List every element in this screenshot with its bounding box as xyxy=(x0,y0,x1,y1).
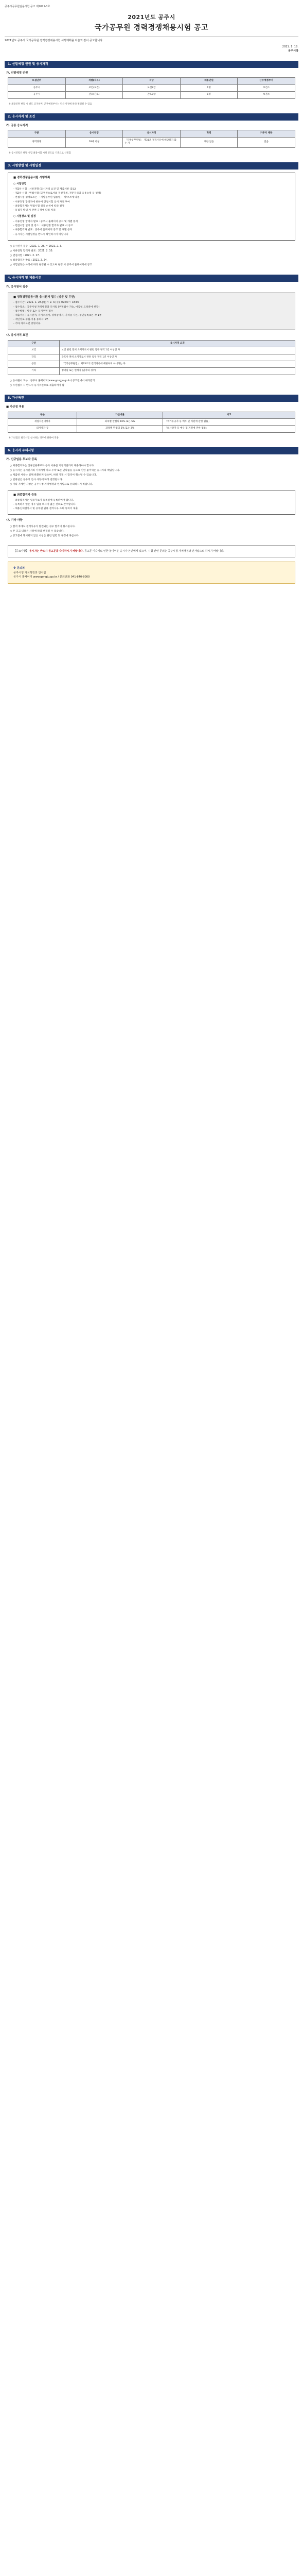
table-cell: 공통 xyxy=(8,361,60,368)
table-header: 비고 xyxy=(163,412,295,418)
section-heading: 3. 시험방법 및 시험일정 xyxy=(5,162,298,170)
list-item: - 제2차 시험 : 면접시험 (공무원으로서의 정신자세, 전문지식과 응용능력 등 평정) xyxy=(13,192,101,195)
table-row xyxy=(8,361,295,368)
subsection-heading: 가. 신규임용 후보자 등록 xyxy=(6,458,37,462)
table-header: 구분 xyxy=(8,130,66,137)
list-item: ○ 제출된 서류는 일체 반환하지 않으며, 허위 기재 시 합격이 취소될 수 있습니다. xyxy=(10,474,97,477)
table-row xyxy=(8,368,295,375)
table-cell: 간호8급 xyxy=(123,92,181,98)
table-cell: 과목별 만점의 10% 또는 5% xyxy=(77,419,163,426)
eligibility-table xyxy=(8,130,295,147)
table-cell: 1명 xyxy=(180,92,238,98)
application-notes xyxy=(5,379,298,387)
box-list xyxy=(13,220,290,236)
notice-text: 공고문 미숙지로 인한 불이익은 응시자 본인에게 있으며, 시험 관련 문의는 공주시청 자치행정과 인사팀으로 하시기 바랍니다. xyxy=(84,550,224,553)
table-cell: 없음 xyxy=(238,137,295,147)
table-header: 근무예정부서 xyxy=(238,78,295,84)
list-item: ○ 본 공고 내용은 사정에 따라 변경될 수 있습니다. xyxy=(10,530,64,533)
table-cell: 공주시 xyxy=(8,92,66,98)
list-item: ○ 면접시험 : 2021. 2. 17. xyxy=(10,255,40,258)
table-row xyxy=(8,419,295,426)
list-item: - 접수기간 : 2021. 1. 28.(목) ~ 2. 3.(수), 09:00 ~ 18:00 xyxy=(13,301,79,304)
dateline xyxy=(5,45,298,54)
table-row xyxy=(8,354,295,361)
list-item: ○ 시험일정은 사정에 따라 변경될 수 있으며 변경 시 공주시 홈페이지에 공고 xyxy=(10,264,92,267)
contact-line[interactable]: 공주시 홈페이지 www.gongju.go.kr / 문의전화 041-840-8000 xyxy=(13,575,90,579)
table-row xyxy=(8,426,295,432)
list-item: - 접수방법 : 방문 또는 등기우편 접수 xyxy=(13,310,54,313)
box-list xyxy=(13,499,290,511)
list-item: ○ 최종합격자 발표 : 2021. 2. 24. xyxy=(10,259,48,262)
subsection-heading: 나. 기타 사항 xyxy=(6,519,23,522)
positions-table xyxy=(8,77,295,98)
section-notes xyxy=(5,447,298,538)
box-list xyxy=(13,301,290,326)
table-header: 직급 xyxy=(123,78,181,84)
list-item: ○ 임용일은 공주시 인사 사정에 따라 결정됩니다. xyxy=(10,479,63,482)
box-title: ■ 최종합격자 등록 xyxy=(13,493,37,497)
announcement-number: 공주시공무원임용시험 공고 제2021-1호 xyxy=(5,5,50,8)
intro-text: 2021년도 공주시 국가공무원 경력경쟁채용시험 시행계획을 다음과 같이 공고합니다. xyxy=(5,37,298,43)
table-cell: 제한 없음 xyxy=(180,137,238,147)
subsection-heading: 가. 선발예정 인원 xyxy=(6,71,28,75)
list-item: - 등록하지 않은 경우 임용 의사가 없는 것으로 간주합니다. xyxy=(13,503,77,506)
table-header: 구분 xyxy=(8,412,77,418)
table-cell: 보건소 xyxy=(238,92,295,98)
section-positions xyxy=(5,61,298,106)
table-row xyxy=(8,347,295,354)
important-notice xyxy=(8,545,295,557)
list-item: - 응시자는 시험일정을 반드시 확인하시기 바랍니다 xyxy=(13,233,68,236)
table-cell: 「국가유공자 등 예우 및 지원에 관한 법률」 xyxy=(163,419,295,426)
schedule-list xyxy=(5,245,298,267)
table-cell: 「국가공무원법」 제33조의 결격사유에 해당하지 아니하는 자 xyxy=(60,361,295,368)
box-title: ■ 경력경쟁임용시험 응시원서 접수 (방문 및 우편) xyxy=(13,296,76,299)
application-box xyxy=(8,292,295,330)
table-header: 채용인원 xyxy=(180,78,238,84)
list-item: - 면접시험 평정요소는 「지방공무원 임용령」 제47조에 따름 xyxy=(13,196,80,199)
table-header: 구분 xyxy=(8,340,60,347)
table-cell: 병역필 또는 면제자 (남자의 경우) xyxy=(60,368,295,375)
page-title: 국가공무원 경력경쟁채용시험 공고 xyxy=(94,23,209,32)
section-application xyxy=(5,275,298,388)
notes-list xyxy=(5,464,298,487)
table-cell: 경력경쟁 xyxy=(8,137,66,147)
table-cell: 「지방공무원법」 제31조 결격사유에 해당하지 않는 자 xyxy=(123,137,181,147)
box-list xyxy=(13,188,290,212)
list-item: - 서류전형 합격자에 한하여 면접시험 응시 자격 부여 xyxy=(13,200,70,204)
list-item: ○ 공고문에 명시되지 않은 사항은 관련 법령 및 규정에 따릅니다. xyxy=(10,535,80,538)
box-title: ■ 경력경쟁임용시험 시행계획 xyxy=(13,176,50,180)
table-header: 모집단위 xyxy=(8,78,66,84)
table-cell: 보건 관련 면허 소지자로서 관련 업무 경력 1년 이상인 자 xyxy=(60,347,295,354)
table-header: 거주지 제한 xyxy=(238,130,295,137)
section-heading: 6. 응시자 유의사항 xyxy=(5,447,298,454)
section-heading: 5. 가산특전 xyxy=(5,395,298,402)
table-header: 응시자격 요건 xyxy=(60,340,295,347)
list-item: ○ 최종합격자는 신규임용후보자 등록 서류를 지정기일까지 제출하여야 합니다. xyxy=(10,464,95,467)
bonus-table xyxy=(8,412,295,433)
table-row xyxy=(8,92,295,98)
table-cell: 기타 xyxy=(8,368,60,375)
table-cell: 과목별 만점의 5% 또는 3% xyxy=(77,426,163,432)
list-item: ○ 서류전형 합격자 발표 : 2021. 2. 10. xyxy=(10,249,54,252)
title-year: 2021년도 공주시 xyxy=(128,13,175,21)
list-item: - 동점자 발생 시 관련 규정에 따라 처리 xyxy=(13,209,56,212)
box-subtitle: ○ 시험장소 및 일정 xyxy=(13,215,36,218)
subsection-heading: ■ 가산점 적용 xyxy=(6,405,24,409)
table-cell: 「의사상자 등 예우 및 지원에 관한 법률」 xyxy=(163,426,295,432)
section-heading: 1. 선발예정 인원 및 응시자격 xyxy=(5,61,298,68)
list-item: - 면접시험 일시 및 장소 : 서류전형 합격자 발표 시 공고 xyxy=(13,225,73,228)
registration-box xyxy=(8,490,295,515)
table-cell: 의사상자 등 xyxy=(8,426,77,432)
subsection-heading: 가. 응시원서 접수 xyxy=(6,285,28,289)
list-item: ○ 기타 자세한 사항은 공주시청 자치행정과 인사팀으로 문의하시기 바랍니다. xyxy=(10,483,93,486)
section-heading: 2. 응시자격 및 조건 xyxy=(5,113,298,121)
contact-box xyxy=(8,562,295,584)
table-cell: 보건(보건) xyxy=(65,84,123,91)
table-cell: 보건 xyxy=(8,347,60,354)
table-cell: 취업지원대상자 xyxy=(8,419,77,426)
table-cell: 18세 이상 xyxy=(65,137,123,147)
table-cell: 보건8급 xyxy=(123,84,181,91)
announce-date: 2021. 1. 18. xyxy=(282,45,298,49)
list-item: ○ 응시원서 접수 : 2021. 1. 28. ~ 2021. 2. 3. xyxy=(10,245,62,248)
other-notes-list xyxy=(5,525,298,538)
table-header: 가산비율 xyxy=(77,412,163,418)
table-header: 직렬(직류) xyxy=(65,78,123,84)
list-item: ○ 우편접수 시 반드시 등기우편으로 제출하여야 함 xyxy=(10,384,65,387)
list-item: - 최종합격자 발표 : 공주시 홈페이지 공고 및 개별 통지 xyxy=(13,229,73,232)
table-header: 학력 xyxy=(180,130,238,137)
list-item: ○ 응시자는 응시원서의 기재사항 착오·누락 또는 연락불능 등으로 인한 불이익은 응시자의 책임입니다. xyxy=(10,469,120,472)
section-heading: 4. 응시자격 및 제출서류 xyxy=(5,275,298,282)
contact-title: ※ 문의처 xyxy=(13,567,25,570)
list-item: ○ 합격 후에도 결격사유가 발견되는 경우 합격이 취소됩니다. xyxy=(10,525,76,528)
table-note: ※ 가산점은 필기시험 실시하는 경우에 한하여 적용 xyxy=(9,436,59,439)
table-header: 응시자격 xyxy=(123,130,181,137)
list-item: - 제1차 시험 : 서류전형 (응시자격 요건 및 제출서류 검토) xyxy=(13,188,76,191)
requirements-table xyxy=(8,340,295,375)
list-item: - 최종합격자는 임용후보자 등록일에 등록하여야 합니다. xyxy=(13,499,74,502)
subsection-heading: 나. 응시자격 요건 xyxy=(6,334,28,337)
table-cell: 1명 xyxy=(180,84,238,91)
table-row xyxy=(8,137,295,147)
table-cell: 간호 xyxy=(8,354,60,361)
table-note: ※ 채용인원 변동 시 별도 공지하며, 근무예정부서는 인사 사정에 따라 변경될 수 있음 xyxy=(9,103,92,106)
section-exam-method xyxy=(5,162,298,267)
table-cell: 간호사 면허 소지자로서 관련 업무 경력 1년 이상인 자 xyxy=(60,354,295,361)
list-item: - 기타 자격요건 증빙서류 xyxy=(13,323,41,326)
table-row xyxy=(8,84,295,91)
list-item: ○ 응시원서 교부 : 공주시 홈페이지(www.gongju.go.kr) 공고란에서 내려받기 xyxy=(10,379,95,382)
table-header: 응시연령 xyxy=(65,130,123,137)
table-cell: 보건소 xyxy=(238,84,295,91)
section-eligibility xyxy=(5,113,298,155)
notice-prefix: 【중요사항】 xyxy=(13,550,29,553)
table-cell: 간호(간호) xyxy=(65,92,123,98)
issuing-org: 공주시장 xyxy=(288,49,298,53)
announcement-page xyxy=(0,0,303,596)
contact-org: 공주시청 자치행정과 인사팀 xyxy=(13,571,46,574)
title-block xyxy=(5,14,298,33)
table-cell: 공주시 xyxy=(8,84,66,91)
list-item: - 제출서류 : 응시원서, 자기소개서, 경력증명서, 자격증 사본, 주민등록초본 각 1부 xyxy=(13,314,102,317)
subsection-heading: 가. 공통 응시자격 xyxy=(6,124,28,127)
box-subtitle: ○ 시험방법 xyxy=(13,182,27,186)
list-item: - 개인정보 수집·이용 동의서 1부 xyxy=(13,318,49,321)
list-item: - 최종합격자는 면접시험 성적 순위에 따라 결정 xyxy=(13,205,64,208)
exam-plan-box xyxy=(8,173,295,241)
list-item: - 접수장소 : 공주시청 자치행정과 인사팀 (우편접수 가능, 마감일 도착분에 한함) xyxy=(13,306,100,309)
table-note: ※ 응시연령은 해당 시험 최종시험 시행 연도를 기준으로 산정함 xyxy=(9,151,71,155)
list-item: - 서류전형 합격자 발표 : 공주시 홈페이지 공고 및 개별 통지 xyxy=(13,220,78,223)
notice-emphasis: 응시자는 반드시 공고문을 숙지하시기 바랍니다. xyxy=(29,550,84,553)
section-bonus xyxy=(5,395,298,440)
list-item: - 채용신체검사서 및 공무원 임용 결격사유 조회 동의서 제출 xyxy=(13,507,78,511)
